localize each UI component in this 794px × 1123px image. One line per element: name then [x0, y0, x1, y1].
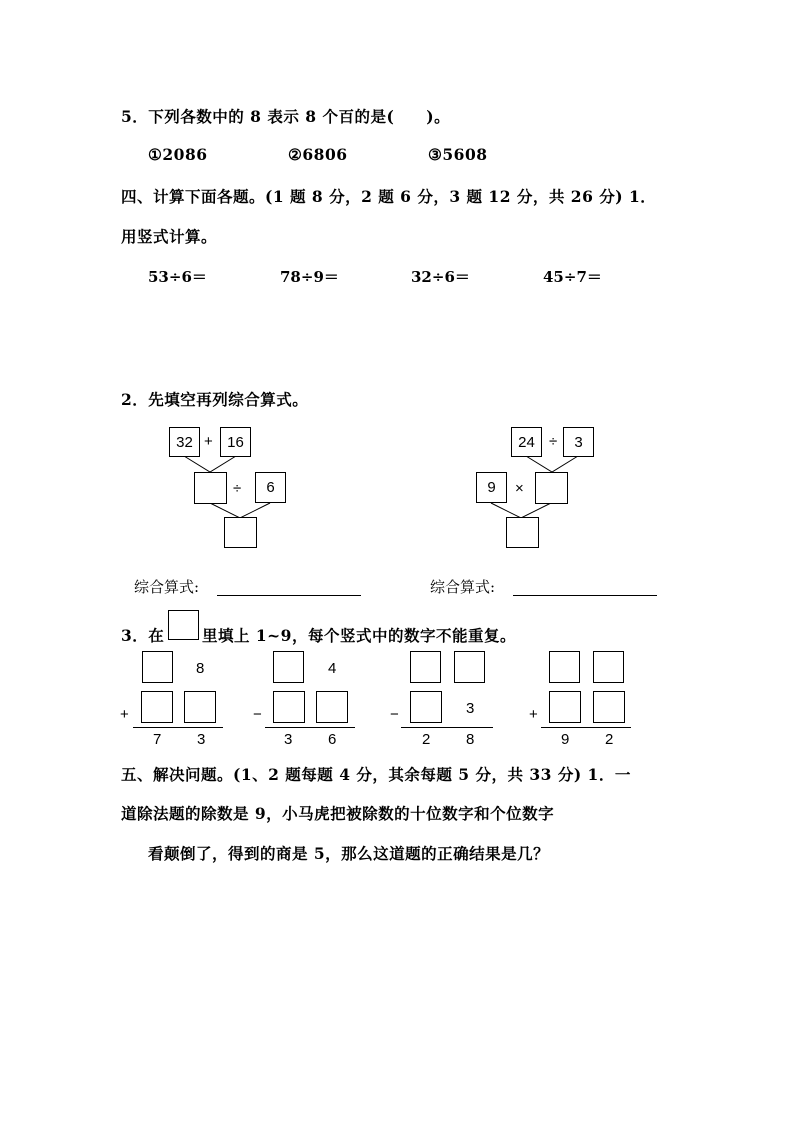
section4-subheading: 用竖式计算。 — [121, 227, 218, 246]
p4-box-mid-1[interactable] — [549, 691, 581, 723]
equation-1: 53÷6＝ — [148, 268, 207, 286]
q5-stem: 5．下列各数中的 8 表示 8 个百的是( )。 — [121, 107, 451, 126]
section4-heading: 四、计算下面各题。(1 题 8 分，2 题 6 分，3 题 12 分，共 26 分) 1． — [121, 187, 657, 206]
p1-sum-line — [133, 727, 223, 728]
left-tree-box-a: 32 — [169, 427, 200, 457]
left-tree-answer-box-1[interactable] — [194, 472, 227, 504]
p1-operator: + — [120, 706, 129, 723]
q3-stem-start: 3．在 — [121, 626, 165, 645]
p2-result-1: 3 — [284, 731, 293, 748]
p3-box-top-1[interactable] — [410, 651, 441, 683]
equation-3: 32÷6＝ — [411, 268, 470, 286]
p1-result-2: 3 — [197, 731, 206, 748]
p4-box-top-2[interactable] — [593, 651, 624, 683]
left-tree-box-c: 6 — [255, 472, 286, 503]
p4-box-mid-2[interactable] — [593, 691, 625, 723]
right-formula-blank[interactable] — [513, 595, 657, 596]
p4-sum-line — [541, 727, 631, 728]
p1-result-1: 7 — [153, 731, 162, 748]
p1-box-mid-1[interactable] — [141, 691, 173, 723]
section5-heading: 五、解决问题。(1、2 题每题 4 分，其余每题 5 分，共 33 分) 1．一 — [121, 765, 631, 784]
q3-stem-end: 里填上 1~9，每个竖式中的数字不能重复。 — [202, 626, 516, 645]
p2-box-mid-1[interactable] — [273, 691, 305, 723]
right-tree-answer-box-2[interactable] — [506, 517, 539, 548]
left-tree-answer-box-2[interactable] — [224, 517, 257, 548]
p3-result-2: 8 — [466, 731, 475, 748]
p1-box-mid-2[interactable] — [184, 691, 216, 723]
q5-option-3: ③5608 — [428, 145, 488, 164]
p3-diff-line — [401, 727, 493, 728]
p1-box-top[interactable] — [142, 651, 173, 683]
q5-option-2: ②6806 — [288, 145, 348, 164]
p2-result-2: 6 — [328, 731, 337, 748]
q5-option-1: ①2086 — [148, 145, 208, 164]
section5-problem-line3: 看颠倒了，得到的商是 5，那么这道题的正确结果是几？ — [148, 844, 550, 863]
right-tree-op1: ÷ — [549, 433, 558, 450]
p2-top-digit: 4 — [328, 660, 337, 677]
right-tree-answer-box-1[interactable] — [535, 472, 568, 504]
right-tree-box-b: 3 — [563, 427, 594, 457]
left-formula-label: 综合算式: — [134, 578, 200, 596]
p2-box-top[interactable] — [273, 651, 304, 683]
equation-2: 78÷9＝ — [280, 268, 339, 286]
left-tree-op1: + — [204, 433, 213, 450]
p4-box-top-1[interactable] — [549, 651, 580, 683]
left-tree-op2: ÷ — [233, 480, 242, 497]
p3-mid-digit: 3 — [466, 700, 475, 717]
section5-problem-line2: 道除法题的除数是 9，小马虎把被除数的十位数字和个位数字 — [121, 804, 555, 823]
right-tree-box-a: 24 — [511, 427, 542, 457]
p2-operator: − — [253, 706, 262, 723]
right-tree-box-c: 9 — [476, 472, 507, 503]
p4-operator: + — [529, 706, 538, 723]
p1-top-digit: 8 — [196, 660, 205, 677]
left-formula-blank[interactable] — [217, 595, 361, 596]
p3-box-top-2[interactable] — [454, 651, 485, 683]
p4-result-2: 2 — [605, 731, 614, 748]
left-tree-box-b: 16 — [220, 427, 251, 457]
p2-box-mid-2[interactable] — [316, 691, 348, 723]
right-tree-op2: × — [515, 480, 524, 497]
p4-result-1: 9 — [561, 731, 570, 748]
p3-operator: − — [390, 706, 399, 723]
right-formula-label: 综合算式: — [430, 578, 496, 596]
p3-box-mid[interactable] — [410, 691, 442, 723]
equation-4: 45÷7＝ — [543, 268, 602, 286]
p3-result-1: 2 — [422, 731, 431, 748]
p2-diff-line — [265, 727, 355, 728]
q2-stem: 2．先填空再列综合算式。 — [121, 390, 309, 409]
q3-example-box — [168, 610, 199, 640]
